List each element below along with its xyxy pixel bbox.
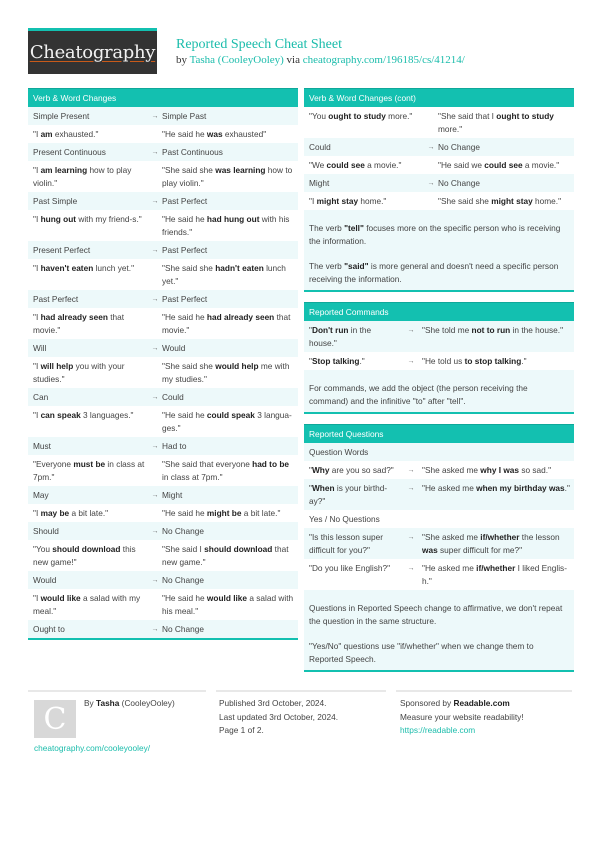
cell-from: Must bbox=[33, 441, 51, 451]
table-row bbox=[304, 479, 574, 510]
cell-to: No Change bbox=[162, 624, 204, 634]
cell-from: "I can speak 3 languages." bbox=[33, 410, 134, 420]
arrow-right-icon bbox=[148, 125, 162, 143]
table-row bbox=[304, 352, 574, 370]
arrow-right-icon: → bbox=[151, 149, 159, 156]
table-row bbox=[28, 210, 298, 241]
cell-to: Simple Past bbox=[162, 111, 207, 121]
table-row bbox=[28, 571, 298, 589]
cell-from: "We could see a movie." bbox=[309, 160, 402, 170]
author-avatar[interactable]: C bbox=[34, 700, 76, 738]
cell-from: Might bbox=[309, 178, 330, 188]
table-row bbox=[304, 174, 574, 192]
cell-to: Past Perfect bbox=[162, 245, 208, 255]
subheading-row bbox=[304, 443, 574, 461]
arrow-right-icon bbox=[148, 406, 162, 437]
cell-from: "When is your birthd-ay?" bbox=[309, 483, 388, 506]
cell-from: "Don't run in the house." bbox=[309, 325, 372, 348]
cell-from: "I hung out with my friend-s." bbox=[33, 214, 142, 224]
cell-from: "I would like a salad with my meal." bbox=[33, 593, 141, 616]
cell-from: Past Perfect bbox=[33, 294, 79, 304]
cell-to: Might bbox=[162, 490, 183, 500]
sheet-header bbox=[176, 37, 465, 67]
cell-to: "He told us to stop talking." bbox=[422, 356, 527, 366]
table-row bbox=[28, 143, 298, 161]
section-reported-commands bbox=[304, 302, 574, 414]
footer-author: By Tasha (CooleyOoley) bbox=[84, 698, 175, 708]
table-row bbox=[304, 156, 574, 174]
table-row bbox=[28, 241, 298, 259]
profile-link[interactable]: cheatography.com/cooleyooley/ bbox=[34, 743, 151, 753]
cell-to: "He said we could see a movie." bbox=[438, 160, 560, 170]
arrow-right-icon: → bbox=[151, 198, 159, 205]
arrow-right-icon: → bbox=[407, 565, 415, 572]
reported-questions-table bbox=[304, 443, 574, 590]
cell-to: "He said he was exhausted" bbox=[162, 129, 267, 139]
section-reported-questions bbox=[304, 424, 574, 672]
cell-to: No Change bbox=[162, 526, 204, 536]
cell-from: "I might stay home." bbox=[309, 196, 387, 206]
arrow-right-icon: → bbox=[151, 394, 159, 401]
arrow-right-icon bbox=[424, 107, 438, 138]
footer-profile bbox=[34, 742, 150, 756]
table-row bbox=[28, 388, 298, 406]
cell-from: "I will help you with your studies." bbox=[33, 361, 125, 384]
right-column bbox=[304, 88, 574, 682]
footer-divider bbox=[396, 690, 572, 692]
arrow-right-icon: → bbox=[427, 144, 435, 151]
author-link[interactable]: Tasha (CooleyOoley) bbox=[189, 54, 284, 66]
arrow-right-icon bbox=[148, 540, 162, 571]
table-row bbox=[304, 138, 574, 156]
section-note bbox=[304, 370, 574, 412]
section-title: Verb & Word Changes (cont) bbox=[304, 88, 574, 107]
table-row bbox=[28, 107, 298, 125]
cell-to: Would bbox=[162, 343, 186, 353]
cell-to: "She said she hadn't eaten lunch yet." bbox=[162, 263, 286, 286]
cell-from: "You should download this new game!" bbox=[33, 544, 136, 567]
table-row bbox=[28, 406, 298, 437]
arrow-right-icon bbox=[148, 589, 162, 620]
arrow-right-icon bbox=[148, 357, 162, 388]
arrow-right-icon: → bbox=[151, 443, 159, 450]
section-verb-word-changes-cont bbox=[304, 88, 574, 292]
cell-from: Present Perfect bbox=[33, 245, 91, 255]
cell-to: "He said he had hung out with his friends." bbox=[162, 214, 290, 237]
note-paragraph: Questions in Reported Speech change to affirmative, we don't repeat the question in the same structure. bbox=[309, 603, 563, 626]
cell-from: Would bbox=[33, 575, 57, 585]
section-note bbox=[304, 210, 574, 290]
cell-to: "He said he could speak 3 langua-ges." bbox=[162, 410, 292, 433]
arrow-right-icon: → bbox=[151, 528, 159, 535]
cell-to: "He asked me if/whether I liked Englis-h." bbox=[422, 563, 567, 586]
section-title: Reported Questions bbox=[304, 424, 574, 443]
arrow-right-icon bbox=[148, 210, 162, 241]
arrow-right-icon: → bbox=[151, 626, 159, 633]
cell-from: Past Simple bbox=[33, 196, 78, 206]
cell-to: "She asked me if/whether the lesson was super difficult for me?" bbox=[422, 532, 560, 555]
cell-from: Could bbox=[309, 142, 331, 152]
reported-commands-table bbox=[304, 321, 574, 370]
cell-to: "She said that everyone had to be in class at 7pm." bbox=[162, 459, 289, 482]
cell-to: "She told me not to run in the house." bbox=[422, 325, 564, 335]
cell-from: Present Continuous bbox=[33, 147, 106, 157]
table-row bbox=[28, 620, 298, 638]
arrow-right-icon: → bbox=[407, 534, 415, 541]
section-note bbox=[304, 590, 574, 670]
table-row bbox=[28, 308, 298, 339]
table-row bbox=[28, 259, 298, 290]
cell-from: "Is this lesson super difficult for you?" bbox=[309, 532, 383, 555]
cell-from: Simple Present bbox=[33, 111, 90, 121]
cell-to: Had to bbox=[162, 441, 187, 451]
sponsor-link[interactable]: https://readable.com bbox=[400, 725, 476, 735]
cell-from: Should bbox=[33, 526, 59, 536]
note-paragraph: "Yes/No" questions use "if/whether" when we change them to Reported Speech. bbox=[309, 641, 534, 664]
table-row bbox=[28, 589, 298, 620]
cell-from: "I may be a bit late." bbox=[33, 508, 109, 518]
table-row bbox=[28, 290, 298, 308]
cell-from: "I had already seen that movie." bbox=[33, 312, 125, 335]
table-row bbox=[28, 504, 298, 522]
table-row bbox=[28, 455, 298, 486]
table-row bbox=[28, 339, 298, 357]
arrow-right-icon bbox=[148, 504, 162, 522]
arrow-right-icon: → bbox=[407, 358, 415, 365]
arrow-right-icon bbox=[148, 308, 162, 339]
table-row bbox=[28, 161, 298, 192]
footer-divider bbox=[216, 690, 386, 692]
cell-from: Yes / No Questions bbox=[309, 514, 380, 524]
cell-to: Past Continuous bbox=[162, 147, 223, 157]
table-row bbox=[28, 437, 298, 455]
table-row bbox=[304, 107, 574, 138]
cell-from: "I haven't eaten lunch yet." bbox=[33, 263, 135, 273]
cell-to: "She said that I ought to study more." bbox=[438, 111, 554, 134]
cell-from: "Why are you so sad?" bbox=[309, 465, 394, 475]
table-row bbox=[28, 522, 298, 540]
cell-from: Ought to bbox=[33, 624, 65, 634]
page-title[interactable]: Reported Speech Cheat Sheet bbox=[176, 37, 343, 52]
arrow-right-icon: → bbox=[407, 485, 415, 492]
cell-to: "She said she was learning how to play violin." bbox=[162, 165, 293, 188]
table-row bbox=[28, 486, 298, 504]
arrow-right-icon bbox=[148, 259, 162, 290]
cell-to: No Change bbox=[438, 178, 480, 188]
cell-from: "Do you like English?" bbox=[309, 563, 391, 573]
verb-changes-cont-table bbox=[304, 107, 574, 210]
cell-to: "She said I should download that new game." bbox=[162, 544, 289, 567]
table-row bbox=[304, 321, 574, 352]
section-title: Verb & Word Changes bbox=[28, 88, 298, 107]
section-title: Reported Commands bbox=[304, 302, 574, 321]
cell-from: "I am exhausted." bbox=[33, 129, 99, 139]
cell-from: "Everyone must be in class at 7pm." bbox=[33, 459, 145, 482]
cell-from: "You ought to study more." bbox=[309, 111, 413, 121]
table-row bbox=[28, 192, 298, 210]
footer-publish-info: Published 3rd October, 2024. Last updated 3rd October, 2024. Page 1 of 2. bbox=[219, 698, 339, 735]
table-row bbox=[28, 357, 298, 388]
note-paragraph: The verb "said" is more general and doesn't need a specific person receiving the information. bbox=[309, 261, 559, 284]
note-paragraph: The verb "tell" focuses more on the specific person who is receiving the information. bbox=[309, 223, 561, 246]
cell-to: "He asked me when my birthday was." bbox=[422, 483, 570, 493]
arrow-right-icon bbox=[424, 192, 438, 210]
cell-from: Question Words bbox=[309, 447, 369, 457]
cell-to: Past Perfect bbox=[162, 196, 208, 206]
arrow-right-icon: → bbox=[427, 180, 435, 187]
cell-from: "Stop talking." bbox=[309, 356, 365, 366]
footer-divider bbox=[28, 690, 206, 692]
note-paragraph: For commands, we add the object (the person receiving the command) and the infinitive "to" after "tell". bbox=[309, 383, 528, 406]
table-row bbox=[28, 540, 298, 571]
cell-from: Can bbox=[33, 392, 49, 402]
left-column bbox=[28, 88, 298, 650]
table-row bbox=[304, 528, 574, 559]
arrow-right-icon bbox=[148, 455, 162, 486]
verb-changes-table bbox=[28, 107, 298, 638]
cell-to: "He said he would like a salad with his meal." bbox=[162, 593, 294, 616]
arrow-right-icon: → bbox=[151, 113, 159, 120]
cell-from: May bbox=[33, 490, 49, 500]
table-row bbox=[304, 461, 574, 479]
footer-sponsor: Sponsored by Readable.com Measure your website readability! https://readable.com bbox=[400, 698, 524, 735]
section-verb-word-changes bbox=[28, 88, 298, 640]
arrow-right-icon: → bbox=[151, 247, 159, 254]
cell-to: "She said she might stay home." bbox=[438, 196, 562, 206]
cell-to: "He said he might be a bit late." bbox=[162, 508, 281, 518]
arrow-right-icon: → bbox=[151, 296, 159, 303]
cell-from: "I am learning how to play violin." bbox=[33, 165, 132, 188]
cell-from: Will bbox=[33, 343, 47, 353]
arrow-right-icon: → bbox=[407, 467, 415, 474]
arrow-right-icon: → bbox=[151, 345, 159, 352]
byline: by Tasha (CooleyOoley) via cheatography.com/196185/cs/41214/ bbox=[176, 54, 465, 66]
subheading-row bbox=[304, 510, 574, 528]
arrow-right-icon: → bbox=[151, 492, 159, 499]
sheet-url-link[interactable]: cheatography.com/196185/cs/41214/ bbox=[302, 54, 465, 66]
cell-to: Past Perfect bbox=[162, 294, 208, 304]
cell-to: "He said he had already seen that movie." bbox=[162, 312, 291, 335]
arrow-right-icon bbox=[148, 161, 162, 192]
table-row bbox=[304, 559, 574, 590]
arrow-right-icon: → bbox=[151, 577, 159, 584]
cell-to: Could bbox=[162, 392, 184, 402]
cell-to: "She said she would help me with my studies." bbox=[162, 361, 290, 384]
cell-to: "She asked me why I was so sad." bbox=[422, 465, 552, 475]
cell-to: No Change bbox=[162, 575, 204, 585]
cell-to: No Change bbox=[438, 142, 480, 152]
cheatography-logo[interactable]: Cheatography bbox=[28, 28, 157, 74]
table-row bbox=[304, 192, 574, 210]
arrow-right-icon bbox=[424, 156, 438, 174]
table-row bbox=[28, 125, 298, 143]
arrow-right-icon: → bbox=[407, 327, 415, 334]
